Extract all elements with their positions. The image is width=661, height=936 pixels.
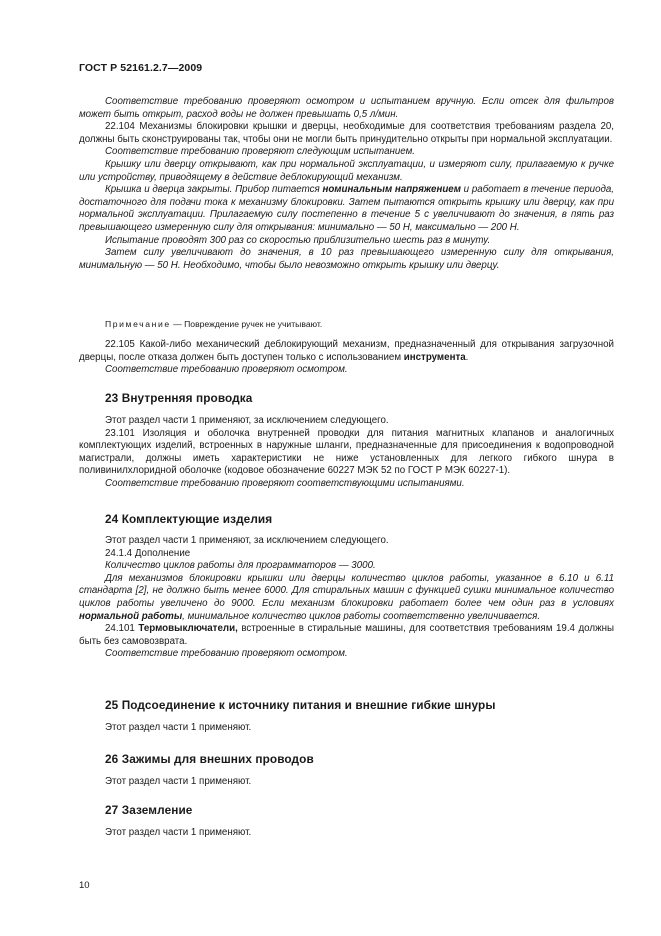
text-run: встроенные в стиральные машины, для соответствия требованиям 19.4 должны быть без самовозврата.	[79, 623, 614, 647]
section-27-body	[79, 827, 614, 840]
paragraph	[79, 428, 614, 478]
text-run: Затем силу увеличивают до значения, в 10 раз превышающего измеренную силу для открывания, минимальную — 50 Н. Необходимо, чтобы было невозможно открыть крышку или дверцу.	[79, 247, 614, 271]
defined-term: нормальной работы	[79, 610, 183, 622]
text-run: Количество циклов работы для программаторов — 3000.	[105, 560, 376, 572]
text-run: 24.1.4 Дополнение	[105, 547, 191, 559]
text-run: Испытание проводят 300 раз со скоростью приблизительно шесть раз в минуту.	[105, 234, 491, 246]
defined-term: Термовыключатели,	[138, 623, 238, 635]
note	[79, 318, 614, 331]
section-26-body	[79, 776, 614, 789]
text-run: Соответствие требованию проверяют осмотром и испытанием вручную. Если отсек для фильтров может быть открыт, расход воды не должен превышать 0,5 л/мин.	[79, 96, 614, 120]
defined-term: номинальным напряжением	[322, 184, 461, 196]
section-24-body	[79, 535, 614, 661]
section-25-body	[79, 722, 614, 735]
text-run: Этот раздел части 1 применяют, за исключением следующего.	[105, 535, 389, 546]
section-24-heading: 24 Комплектующие изделия	[105, 512, 273, 526]
paragraph	[79, 96, 614, 121]
paragraph	[79, 235, 614, 248]
text-run: Крышка и дверца закрыты. Прибор питается	[105, 184, 323, 196]
paragraph	[79, 247, 614, 272]
paragraph	[79, 478, 614, 491]
clause-22-continued	[79, 96, 614, 272]
text-run: , минимальное количество циклов работы соответственно увеличивается.	[182, 610, 541, 622]
text-run: 24.101	[105, 623, 139, 635]
text-run: Соответствие требованию проверяют осмотром.	[105, 364, 348, 376]
text-run: 22.105 Какой-либо механический деблокирующий механизм, предназначенный для открывания загрузочной дверцы, после отказа должен быть доступен только с использованием	[79, 339, 614, 363]
section-25-heading: 25 Подсоединение к источнику питания и внешние гибкие шнуры	[105, 698, 496, 712]
paragraph: Этот раздел части 1 применяют.	[105, 722, 252, 733]
section-27-heading: 27 Заземление	[105, 803, 193, 817]
text-run: и работает в течение периода, достаточного для подачи тока к механизму блокировки. Затем пытаются открыть крышку или дверцу, как при нормальной эксплуатации. Прилагаемую силу постепенно в течение 5 с увеличивают до значения, в пять раз превышающего измеренную силу для открывания: минимально — 50 Н, максимально — 200 Н.	[79, 184, 615, 233]
clause-22-104	[79, 121, 614, 146]
paragraph: Этот раздел части 1 применяют.	[105, 776, 252, 787]
text-run: Этот раздел части 1 применяют, за исключением следующего.	[105, 415, 389, 426]
note-label: Примечание	[105, 319, 171, 329]
running-header: ГОСТ Р 52161.2.7—2009	[79, 62, 203, 74]
paragraph	[79, 623, 614, 648]
text-run: Для механизмов блокировки крышки или дверцы количество циклов работы, указанное в 6.10 и 6.11 стандарта [2], не должно быть менее 6000. Для стиральных машин с функцией сушки минимальное количество циклов работы увеличено до 9000. Если механизм блокировки работает более чем один раз в условиях	[79, 572, 614, 609]
paragraph	[79, 548, 614, 561]
section-26-heading: 26 Зажимы для внешних проводов	[105, 752, 314, 766]
text-run: 23.101 Изоляция и оболочка внутренней проводки для питания магнитных клапанов и аналогичных комплектующих изделий, встроенных в наружные шланги, предназначенные для присоединения к водопроводной магистрали, должны иметь характеристики не ниже установленных для легкого гибкого шнура в поливинилхлоридной оболочке (кодовое обозначение 60227 МЭК 52 по ГОСТ Р МЭК 60227-1).	[79, 427, 614, 477]
text-run: Соответствие требованию проверяют следующим испытанием.	[105, 146, 415, 158]
paragraph	[79, 339, 614, 364]
text-run: 22.104 Механизмы блокировки крышки и дверцы, необходимые для соответствия требованиям раздела 20, должны быть сконструированы так, чтобы они не могли быть принудительно открыты при нормальной эксплуатации.	[79, 121, 614, 145]
note-text: — Повреждение ручек не учитывают.	[173, 319, 323, 329]
paragraph: Этот раздел части 1 применяют.	[105, 827, 252, 838]
paragraph	[79, 159, 614, 184]
section-23-body	[79, 415, 614, 491]
paragraph	[79, 648, 614, 661]
paragraph	[79, 535, 614, 548]
paragraph	[79, 573, 614, 623]
page-number: 10	[79, 880, 90, 891]
paragraph	[79, 184, 614, 234]
clause-22-105	[79, 339, 614, 377]
section-23-heading: 23 Внутренняя проводка	[105, 391, 253, 405]
text-run: .	[465, 351, 469, 363]
text-run: Соответствие требованию проверяют соответствующими испытаниями.	[105, 477, 465, 489]
paragraph	[79, 560, 614, 573]
defined-term: инструмента	[403, 351, 466, 363]
paragraph	[79, 415, 614, 428]
paragraph	[79, 146, 614, 159]
paragraph	[79, 364, 614, 377]
text-run: Соответствие требованию проверяют осмотром.	[105, 648, 348, 660]
text-run: Крышку или дверцу открывают, как при нормальной эксплуатации, и измеряют силу, прилагаемую к ручке или устройству, приводящему в действие деблокирующий механизм.	[79, 158, 614, 183]
